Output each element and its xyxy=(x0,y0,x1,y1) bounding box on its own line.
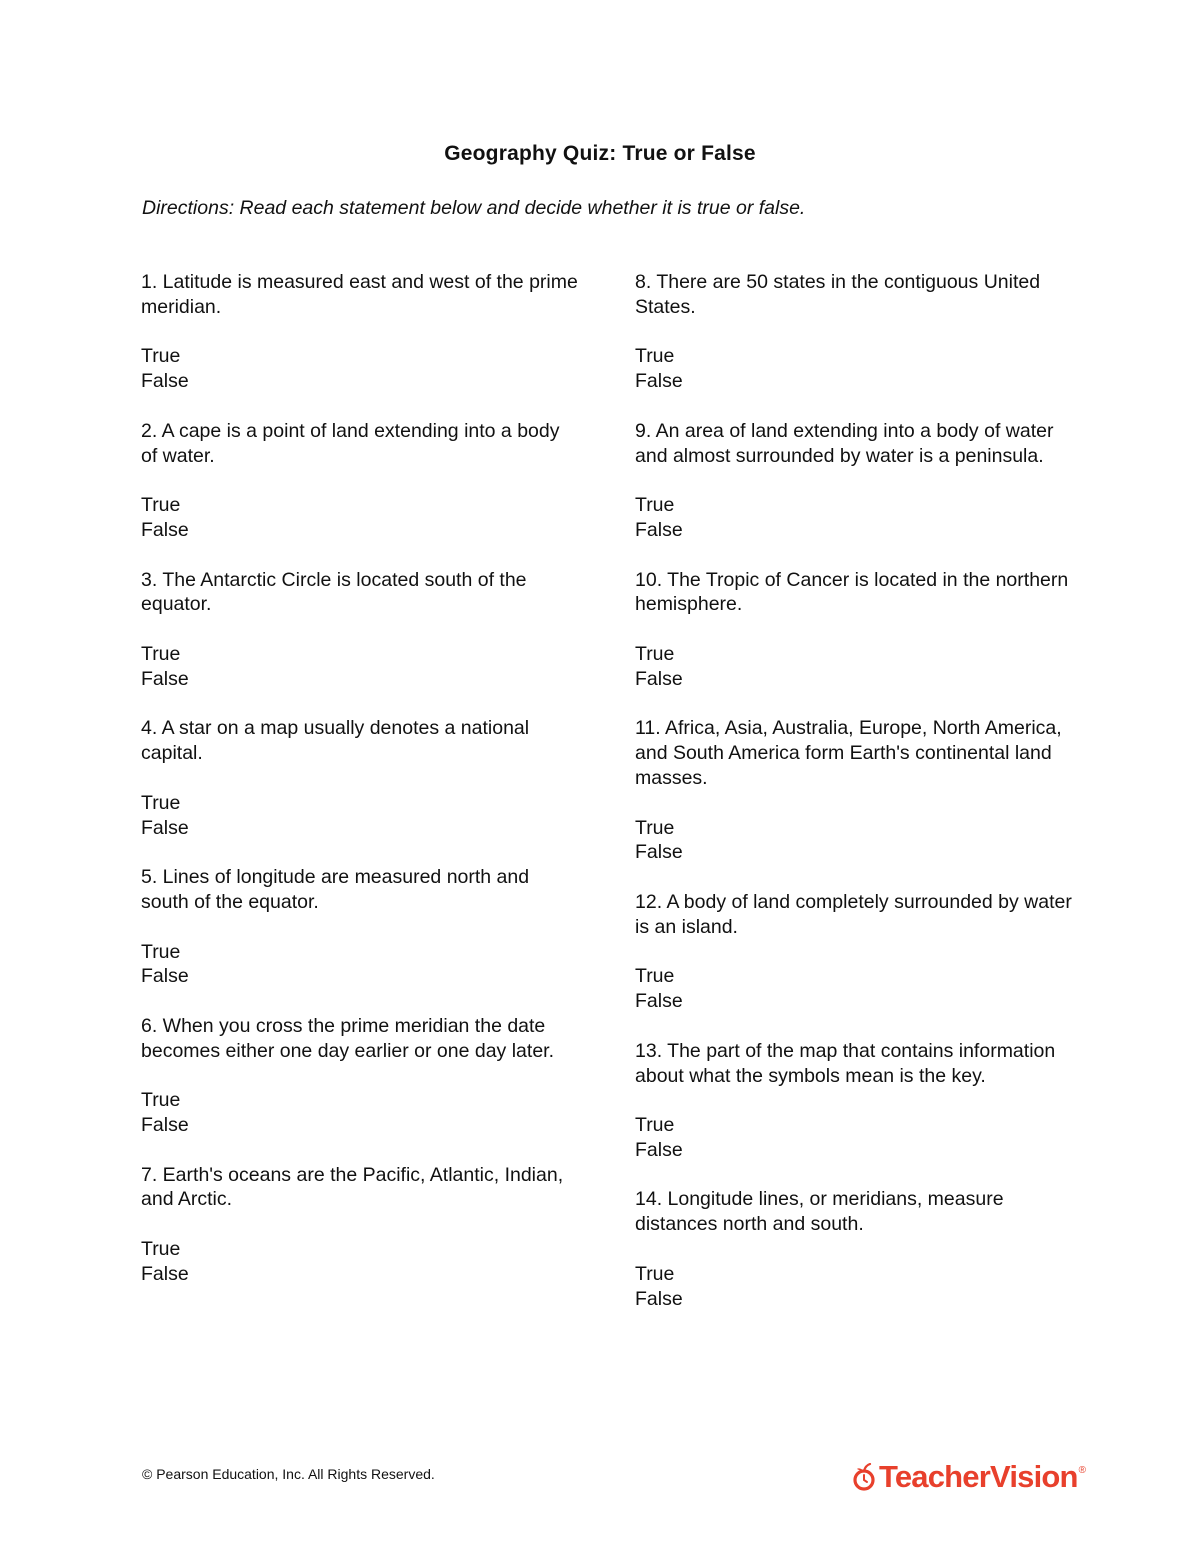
question-text: 13. The part of the map that contains information about what the symbols mean is the key. xyxy=(635,1039,1056,1087)
questions-right-column xyxy=(635,270,1075,1336)
option-true[interactable]: True xyxy=(635,345,675,368)
question-item xyxy=(141,716,581,840)
question-item xyxy=(141,270,581,394)
question-item xyxy=(635,890,1075,1014)
question-text: 4. A star on a map usually denotes a national capital. xyxy=(141,717,530,765)
questions-left-column xyxy=(141,270,581,1311)
option-true[interactable]: True xyxy=(141,642,181,665)
question-text: 9. An area of land extending into a body of water and almost surrounded by water is a peninsula. xyxy=(635,419,1054,467)
option-true[interactable]: True xyxy=(141,1089,181,1112)
page-title: Geography Quiz: True or False xyxy=(444,142,756,165)
question-text: 6. When you cross the prime meridian the date becomes either one day earlier or one day later. xyxy=(141,1014,554,1062)
option-false[interactable]: False xyxy=(141,965,189,988)
option-true[interactable]: True xyxy=(141,940,181,963)
option-true[interactable]: True xyxy=(141,345,181,368)
apple-icon xyxy=(852,1463,876,1491)
option-true[interactable]: True xyxy=(141,791,181,814)
option-false[interactable]: False xyxy=(635,1138,683,1161)
copyright-text: © Pearson Education, Inc. All Rights Reserved. xyxy=(142,1466,435,1482)
question-item xyxy=(635,419,1075,543)
option-false[interactable]: False xyxy=(635,1287,683,1310)
option-true[interactable]: True xyxy=(635,642,675,665)
option-true[interactable]: True xyxy=(635,816,675,839)
option-true[interactable]: True xyxy=(635,965,675,988)
question-text: 12. A body of land completely surrounded by water is an island. xyxy=(635,890,1072,938)
option-false[interactable]: False xyxy=(141,816,189,839)
question-item xyxy=(141,1014,581,1138)
question-item xyxy=(635,716,1075,865)
logo-wordmark: TeacherVision xyxy=(879,1459,1078,1494)
option-false[interactable]: False xyxy=(141,667,189,690)
directions-text: Directions: Read each statement below and decide whether it is true or false. xyxy=(142,197,806,219)
option-false[interactable]: False xyxy=(635,841,683,864)
question-text: 10. The Tropic of Cancer is located in the northern hemisphere. xyxy=(635,568,1069,616)
question-text: 2. A cape is a point of land extending into a body of water. xyxy=(141,419,560,467)
question-item xyxy=(141,1163,581,1287)
option-true[interactable]: True xyxy=(141,1238,181,1261)
question-item xyxy=(635,270,1075,394)
question-item xyxy=(141,568,581,692)
question-text: 14. Longitude lines, or meridians, measure distances north and south. xyxy=(635,1188,1004,1236)
option-false[interactable]: False xyxy=(141,370,189,393)
option-true[interactable]: True xyxy=(635,494,675,517)
question-text: 1. Latitude is measured east and west of the prime meridian. xyxy=(141,271,578,318)
option-false[interactable]: False xyxy=(635,667,683,690)
question-text: 3. The Antarctic Circle is located south of the equator. xyxy=(141,568,527,616)
option-true[interactable]: True xyxy=(635,1114,675,1137)
question-text: 8. There are 50 states in the contiguous United States. xyxy=(635,271,1041,318)
question-item xyxy=(635,568,1075,692)
question-text: 5. Lines of longitude are measured north and south of the equator. xyxy=(141,866,530,913)
question-item xyxy=(141,419,581,543)
teachervision-logo[interactable] xyxy=(852,1455,1086,1499)
question-item xyxy=(635,1187,1075,1311)
question-text: 11. Africa, Asia, Australia, Europe, North America, and South America form Earth's continental land masses. xyxy=(635,717,1062,789)
option-false[interactable]: False xyxy=(141,1262,189,1285)
option-false[interactable]: False xyxy=(635,518,683,541)
option-false[interactable]: False xyxy=(141,518,189,541)
question-item xyxy=(635,1039,1075,1163)
registered-mark: ® xyxy=(1078,1465,1087,1476)
option-false[interactable]: False xyxy=(635,990,683,1013)
option-true[interactable]: True xyxy=(635,1262,675,1285)
question-text: 7. Earth's oceans are the Pacific, Atlantic, Indian, and Arctic. xyxy=(141,1163,564,1211)
option-false[interactable]: False xyxy=(141,1114,189,1137)
option-false[interactable]: False xyxy=(635,370,683,393)
option-true[interactable]: True xyxy=(141,494,181,517)
question-item xyxy=(141,865,581,989)
